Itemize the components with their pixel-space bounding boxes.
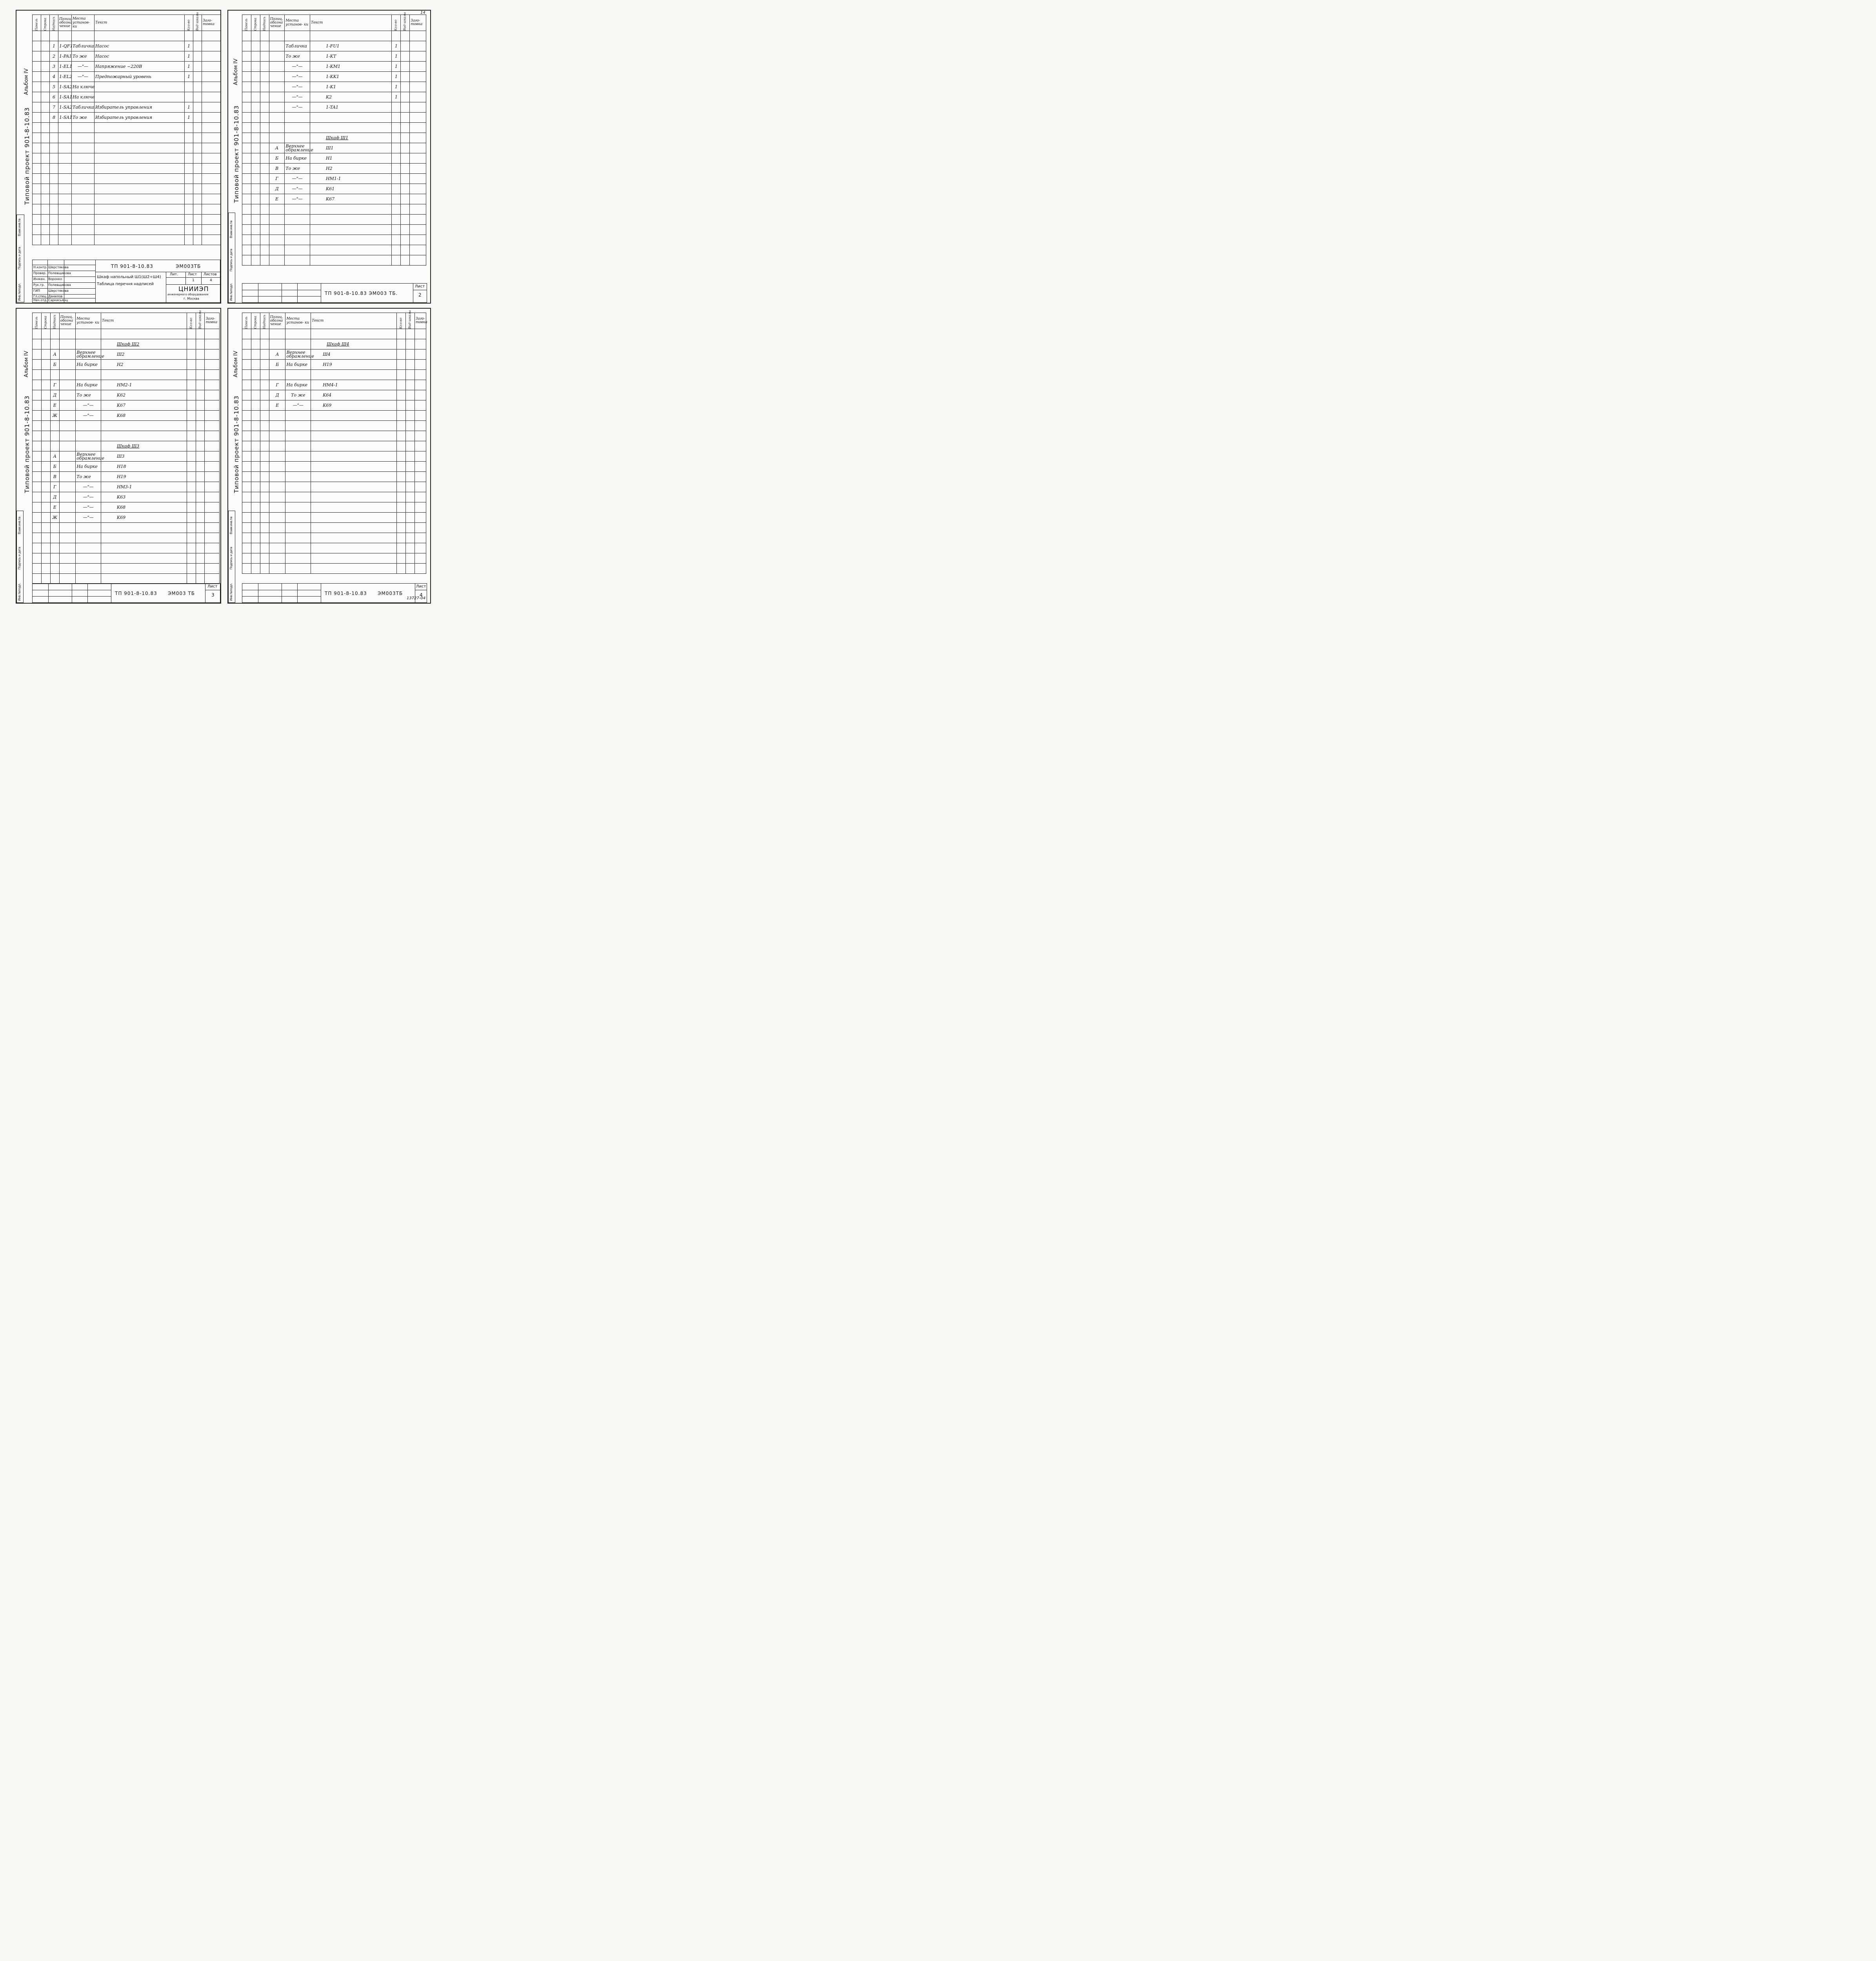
side-project-title: Типовой проект 901-8-10.83 (233, 105, 240, 203)
footer-block (32, 583, 220, 603)
header-row: Панель Строка Надпись Позиц. обозна чение Места установ- ки Текст Кол-во Вид шкалы Заго- товка (33, 313, 220, 329)
table-row: Г —"— HM1-1 (242, 174, 426, 184)
table-row: —"— K2 1 (242, 92, 426, 102)
inscriptions-table-3 (32, 310, 220, 584)
role-label: Нач.отд. (33, 298, 47, 302)
sheet-label: Лист (188, 273, 197, 277)
header-row: Панель Строка Надпись Позиц. обозна чение Места установ- ки Текст Кол-во Вид шкалы Заго- товка (242, 15, 426, 31)
role-label: Инжен. (33, 277, 46, 281)
table-row: —"— 1-K1 1 (242, 82, 426, 92)
table-row: Д То же K62 (33, 390, 220, 400)
table-row: 2 1-PA1 То же Насос 1 (33, 51, 221, 62)
col-header-panel: Панель (33, 15, 41, 31)
table-row: 4 1-EL2 —"— Предпожарный уровень 1 (33, 72, 221, 82)
table-row: —"— 1-KM1 1 (242, 62, 426, 72)
cabinet-heading-row (242, 133, 426, 143)
sheet-value: 1 (192, 278, 195, 282)
role-label: ГИП (33, 289, 40, 293)
col-header-pos: Позиц. обозна чение (58, 15, 72, 31)
sheets-value: 4 (210, 278, 212, 282)
cabinet-heading: Шкаф Ш3 (101, 441, 187, 451)
table-row: А Верхнее обрамление Ш3 (33, 451, 220, 462)
side-project-title: Типовой проект 901-8-10.83 (24, 395, 31, 493)
footer-block (242, 583, 427, 603)
header-row (33, 15, 221, 31)
corner-archive-number: 13727-04 (407, 596, 426, 600)
side-project-title: Типовой проект 901-8-10.83 (233, 395, 240, 493)
footer-code: ТП 901-8-10.83 ЭМ003 ТБ. (325, 291, 398, 296)
stamp-cell-inv: Инв.№подл. (18, 283, 21, 301)
table-row: Г На бирке HM4-1 (242, 380, 426, 390)
table-row: Б На бирке H19 (242, 360, 426, 370)
sheets-label: Листов (204, 273, 217, 277)
inscriptions-table-2 (242, 12, 426, 266)
footer-mark: ЭМ003 ТБ (168, 591, 195, 596)
table-row: 7 1-SA2 Табличка Избиратель управления 1 (33, 102, 221, 113)
col-header-blank: Заго- товка (202, 15, 221, 31)
table-row: —"— 1-TA1 (242, 102, 426, 113)
sheet-label: Лист (207, 584, 218, 589)
sheet-label: Лист (415, 284, 425, 289)
table-row: Б На бирке H18 (33, 462, 220, 472)
side-project-title: Типовой проект 901-8-10.83 (24, 107, 31, 205)
stamp-cell-inv: Инв.№подл. (229, 583, 233, 601)
inscriptions-table-1 (32, 12, 221, 245)
doc-mark: ЭМ003ТБ (176, 264, 201, 269)
cabinet-heading-row (242, 339, 426, 349)
inscriptions-table-4 (242, 310, 427, 574)
sheet-number: 3 (211, 592, 215, 598)
table-row: Табличка 1-FU1 1 (242, 41, 426, 51)
side-album-label: Альбом IV (233, 58, 239, 85)
org-name: ЦНИИЭП (178, 285, 209, 293)
corner-page-number: 14 (420, 11, 425, 15)
table-row (33, 370, 220, 380)
col-header-type: Вид шкалы (193, 15, 202, 31)
cabinet-heading: Шкаф Ш4 (311, 339, 397, 349)
table-row: Д То же K64 (242, 390, 426, 400)
role-name: Саркисьянц (48, 298, 68, 302)
table-row: Е —"— K68 (33, 502, 220, 513)
stamp-cell-inv: Инв.№подл. (229, 283, 233, 301)
role-label: Гл.спец. (33, 295, 47, 298)
table-row: Г На бирке HM2-1 (33, 380, 220, 390)
role-label: Рук.гр. (33, 283, 45, 287)
sheet-1 (16, 10, 221, 304)
sheet-3 (16, 308, 221, 604)
cabinet-heading: Шкаф Ш1 (310, 133, 391, 143)
table-row: А Верхнее обрамление Ш4 (242, 349, 426, 360)
stamp-cell-replace: Взам.инв.№ (18, 218, 21, 236)
role-name: Полевщикова (48, 283, 71, 287)
role-name: Данилов (48, 295, 63, 298)
col-header-qty: Кол-во (185, 15, 193, 31)
table-row: Б На бирке H1 (242, 153, 426, 164)
title-line-1: Шкаф напольный Ш1(Ш2÷Ш4) (97, 275, 161, 279)
side-album-label: Альбом IV (24, 68, 29, 95)
sheet-number: 2 (418, 292, 422, 298)
title-line-2: Таблица перечня надписей (97, 282, 154, 286)
side-album-label: Альбом IV (24, 351, 29, 377)
table-row: В То же H2 (242, 164, 426, 174)
table-row: А Верхнее обрамление Ш2 (33, 349, 220, 360)
doc-code: ТП 901-8-10.83 (111, 264, 153, 269)
stamp-cell-signature: Подпись и дата (18, 547, 21, 569)
table-row: В То же H19 (33, 472, 220, 482)
org-sub: инженерного оборудования (167, 293, 209, 296)
header-row: Панель Строка Надпись Позиц. обозна чение Места установ- ки Текст Кол-во Вид шкалы Заго- товка (242, 313, 426, 329)
sheet-number: 4 (420, 592, 423, 598)
title-block (32, 260, 220, 303)
footer-code: ТП 901-8-10.83 (325, 591, 367, 596)
footer-mark: ЭМ003ТБ (378, 591, 403, 596)
cabinet-heading-row (33, 339, 220, 349)
sheet-2 (227, 10, 431, 304)
table-row: 1 1-QF1 Табличка Насос 1 (33, 41, 221, 51)
table-row: 8 1-SA1 То же Избиратель управления 1 (33, 113, 221, 123)
role-name: Воронко (48, 277, 62, 281)
table-row: Д —"— K63 (33, 492, 220, 502)
stamp-cell-signature: Подпись и дата (18, 247, 21, 269)
footer-code: ТП 901-8-10.83 (115, 591, 157, 596)
table-row: 5 1-SA2 На ключе (33, 82, 221, 92)
stamp-cell-inv: Инв.№подл. (18, 583, 21, 601)
table-row: Б На бирке H2 (33, 360, 220, 370)
side-album-label: Альбом IV (233, 351, 239, 377)
org-city: г. Москва (184, 297, 199, 300)
table-row: Ж —"— K68 (33, 411, 220, 421)
table-row: Д —"— K61 (242, 184, 426, 194)
role-label: Н.контр. (33, 266, 47, 269)
role-label: Провер. (33, 271, 47, 275)
lit-label: Лит. (170, 273, 178, 277)
role-name: Полевщикова (48, 271, 71, 275)
table-row: Е —"— K67 (33, 400, 220, 411)
col-header-place: Места установ- ки (72, 15, 95, 31)
role-name: Шерстякова (48, 289, 69, 293)
table-row: 3 1-EL1 —"— Напряжение ~220В 1 (33, 62, 221, 72)
col-header-row: Строка (41, 15, 50, 31)
footer-block (242, 283, 427, 303)
stamp-cell-replace: Взам.инв.№ (229, 516, 233, 534)
table-row: Е —"— K69 (242, 400, 426, 411)
table-row: Е —"— K67 (242, 194, 426, 204)
cabinet-heading-row (33, 441, 220, 451)
stamp-cell-replace: Взам.инв.№ (18, 516, 21, 534)
table-row: А Верхнее обрамление Ш1 (242, 143, 426, 153)
table-row: Г —"— HM3-1 (33, 482, 220, 492)
role-name: Шерстякова (48, 266, 69, 269)
table-row: Ж —"— K69 (33, 513, 220, 523)
stamp-cell-signature: Подпись и дата (229, 249, 233, 271)
cabinet-heading: Шкаф Ш2 (101, 339, 187, 349)
sheet-4 (227, 308, 431, 604)
table-row: То же 1-KT 1 (242, 51, 426, 62)
col-header-text: Текст (95, 15, 185, 31)
stamp-cell-replace: Взам.инв.№ (229, 220, 233, 238)
table-row: 6 1-SA1 На ключе (33, 92, 221, 102)
table-row (242, 370, 426, 380)
table-row: —"— 1-KK1 1 (242, 72, 426, 82)
stamp-cell-signature: Подпись и дата (229, 547, 233, 569)
sheet-label: Лист (416, 584, 426, 589)
col-header-inscription: Надпись (50, 15, 58, 31)
